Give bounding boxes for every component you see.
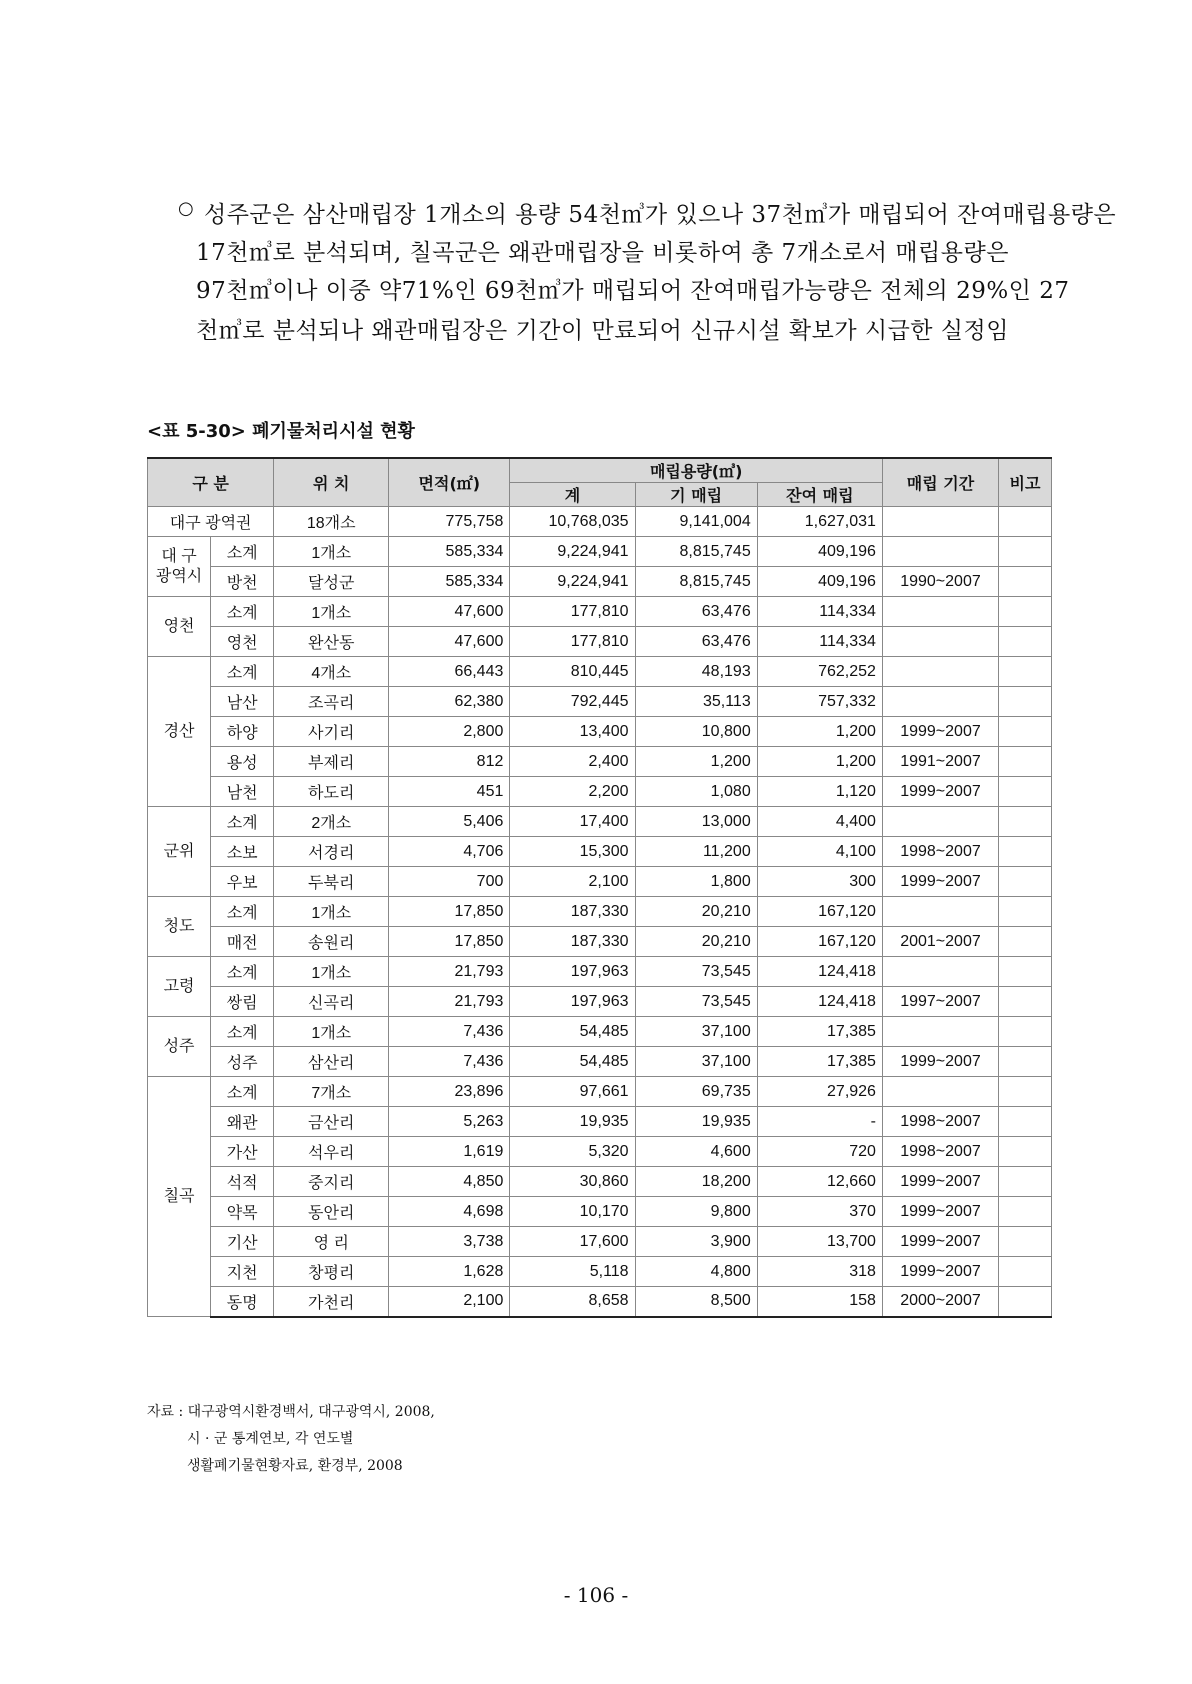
header-period: 매립 기간 xyxy=(882,458,998,507)
cell-period: 1999~2007 xyxy=(882,1257,998,1287)
cell-note xyxy=(999,807,1052,837)
cell-filled: 13,000 xyxy=(635,807,757,837)
cell-total: 187,330 xyxy=(510,897,635,927)
cell-subdivision: 소계 xyxy=(211,957,274,987)
cell-remaining: 4,400 xyxy=(757,807,882,837)
cell-total: 810,445 xyxy=(510,657,635,687)
cell-area: 7,436 xyxy=(389,1017,510,1047)
cell-remaining: 12,660 xyxy=(757,1167,882,1197)
cell-total: 30,860 xyxy=(510,1167,635,1197)
cell-area: 2,800 xyxy=(389,717,510,747)
cell-period: 1998~2007 xyxy=(882,837,998,867)
cell-subdivision: 매전 xyxy=(211,927,274,957)
cell-location: 7개소 xyxy=(274,1077,389,1107)
table-row xyxy=(148,687,1052,717)
cell-period xyxy=(882,687,998,717)
cell-period xyxy=(882,957,998,987)
table-caption: <표 5-30> 폐기물처리시설 현황 xyxy=(147,421,415,442)
cell-period xyxy=(882,897,998,927)
cell-location: 2개소 xyxy=(274,807,389,837)
cell-area: 66,443 xyxy=(389,657,510,687)
cell-period xyxy=(882,597,998,627)
cell-location: 1개소 xyxy=(274,897,389,927)
cell-location: 중지리 xyxy=(274,1167,389,1197)
cell-location: 1개소 xyxy=(274,597,389,627)
cell-filled: 73,545 xyxy=(635,987,757,1017)
cell-filled: 19,935 xyxy=(635,1107,757,1137)
cell-remaining: - xyxy=(757,1107,882,1137)
cell-total: 177,810 xyxy=(510,627,635,657)
cell-area: 7,436 xyxy=(389,1047,510,1077)
cell-remaining: 720 xyxy=(757,1137,882,1167)
cell-location: 송원리 xyxy=(274,927,389,957)
cell-location: 4개소 xyxy=(274,657,389,687)
cell-area: 21,793 xyxy=(389,987,510,1017)
cell-location: 가천리 xyxy=(274,1287,389,1317)
cell-remaining: 124,418 xyxy=(757,957,882,987)
cell-location: 조곡리 xyxy=(274,687,389,717)
header-division: 구 분 xyxy=(148,458,274,507)
cell-remaining: 13,700 xyxy=(757,1227,882,1257)
cell-location: 동안리 xyxy=(274,1197,389,1227)
cell-note xyxy=(999,1287,1052,1317)
cell-area: 47,600 xyxy=(389,597,510,627)
cell-note xyxy=(999,987,1052,1017)
paragraph-line: 성주군은 삼산매립장 1개소의 용량 54천㎥가 있으나 37천㎥가 매립되어 잔여매립용량은 xyxy=(204,202,1117,228)
table-row xyxy=(148,867,1052,897)
paragraph-line: 97천㎥이나 이중 약71%인 69천㎥가 매립되어 잔여매립가능량은 전체의 29%인 27 xyxy=(196,278,1070,304)
cell-remaining: 158 xyxy=(757,1287,882,1317)
cell-note xyxy=(999,867,1052,897)
cell-region: 대구 광역권 xyxy=(148,507,274,537)
cell-region: 군위 xyxy=(148,807,211,897)
cell-period: 1999~2007 xyxy=(882,777,998,807)
cell-subdivision: 왜관 xyxy=(211,1107,274,1137)
cell-subdivision: 소계 xyxy=(211,597,274,627)
cell-note xyxy=(999,777,1052,807)
table-row xyxy=(148,1107,1052,1137)
cell-filled: 8,500 xyxy=(635,1287,757,1317)
cell-area: 2,100 xyxy=(389,1287,510,1317)
cell-period xyxy=(882,627,998,657)
cell-remaining: 167,120 xyxy=(757,897,882,927)
cell-filled: 63,476 xyxy=(635,627,757,657)
header-location: 위 치 xyxy=(274,458,389,507)
cell-total: 5,320 xyxy=(510,1137,635,1167)
cell-remaining: 1,200 xyxy=(757,747,882,777)
cell-note xyxy=(999,1167,1052,1197)
cell-filled: 1,200 xyxy=(635,747,757,777)
cell-area: 700 xyxy=(389,867,510,897)
cell-subdivision: 가산 xyxy=(211,1137,274,1167)
cell-area: 1,628 xyxy=(389,1257,510,1287)
cell-subdivision: 성주 xyxy=(211,1047,274,1077)
cell-filled: 3,900 xyxy=(635,1227,757,1257)
cell-area: 47,600 xyxy=(389,627,510,657)
cell-region: 성주 xyxy=(148,1017,211,1077)
cell-area: 775,758 xyxy=(389,507,510,537)
cell-subdivision: 소계 xyxy=(211,897,274,927)
table-row xyxy=(148,1167,1052,1197)
cell-remaining: 1,120 xyxy=(757,777,882,807)
cell-note xyxy=(999,897,1052,927)
cell-period xyxy=(882,807,998,837)
cell-remaining: 300 xyxy=(757,867,882,897)
cell-subdivision: 소보 xyxy=(211,837,274,867)
cell-total: 17,600 xyxy=(510,1227,635,1257)
table-row xyxy=(148,837,1052,867)
cell-location: 완산동 xyxy=(274,627,389,657)
table-row xyxy=(148,1197,1052,1227)
cell-remaining: 318 xyxy=(757,1257,882,1287)
cell-remaining: 124,418 xyxy=(757,987,882,1017)
header-total: 계 xyxy=(510,483,635,507)
cell-note xyxy=(999,1257,1052,1287)
header-remaining: 잔여 매립 xyxy=(757,483,882,507)
cell-period: 1999~2007 xyxy=(882,717,998,747)
cell-total: 2,100 xyxy=(510,867,635,897)
cell-region: 경산 xyxy=(148,657,211,807)
cell-location: 창평리 xyxy=(274,1257,389,1287)
source-line: 시 · 군 통계연보, 각 연도별 xyxy=(187,1431,354,1447)
cell-subdivision: 소계 xyxy=(211,537,274,567)
cell-subdivision: 남천 xyxy=(211,777,274,807)
cell-total: 97,661 xyxy=(510,1077,635,1107)
cell-total: 197,963 xyxy=(510,957,635,987)
cell-area: 17,850 xyxy=(389,897,510,927)
cell-filled: 9,141,004 xyxy=(635,507,757,537)
cell-location: 삼산리 xyxy=(274,1047,389,1077)
source-line: 생활폐기물현황자료, 환경부, 2008 xyxy=(187,1458,403,1474)
cell-remaining: 167,120 xyxy=(757,927,882,957)
cell-note xyxy=(999,567,1052,597)
table-row xyxy=(148,537,1052,567)
table-row xyxy=(148,957,1052,987)
cell-note xyxy=(999,957,1052,987)
cell-filled: 1,080 xyxy=(635,777,757,807)
table-row xyxy=(148,807,1052,837)
bullet-mark: ○ xyxy=(178,198,194,219)
cell-area: 23,896 xyxy=(389,1077,510,1107)
header-filled: 기 매립 xyxy=(635,483,757,507)
cell-total: 15,300 xyxy=(510,837,635,867)
cell-period: 1997~2007 xyxy=(882,987,998,1017)
cell-location: 신곡리 xyxy=(274,987,389,1017)
table-row xyxy=(148,657,1052,687)
cell-location: 영 리 xyxy=(274,1227,389,1257)
cell-period: 1991~2007 xyxy=(882,747,998,777)
cell-location: 1개소 xyxy=(274,537,389,567)
cell-period: 1999~2007 xyxy=(882,867,998,897)
cell-remaining: 4,100 xyxy=(757,837,882,867)
cell-total: 2,200 xyxy=(510,777,635,807)
cell-note xyxy=(999,747,1052,777)
cell-area: 17,850 xyxy=(389,927,510,957)
cell-filled: 18,200 xyxy=(635,1167,757,1197)
cell-note xyxy=(999,837,1052,867)
table-row xyxy=(148,927,1052,957)
cell-subdivision: 석적 xyxy=(211,1167,274,1197)
cell-subdivision: 소계 xyxy=(211,657,274,687)
table-row xyxy=(148,1017,1052,1047)
cell-subdivision: 우보 xyxy=(211,867,274,897)
cell-filled: 10,800 xyxy=(635,717,757,747)
cell-remaining: 114,334 xyxy=(757,597,882,627)
cell-total: 8,658 xyxy=(510,1287,635,1317)
cell-area: 1,619 xyxy=(389,1137,510,1167)
table-row xyxy=(148,897,1052,927)
cell-area: 4,698 xyxy=(389,1197,510,1227)
cell-filled: 48,193 xyxy=(635,657,757,687)
header-capacity: 매립용량(㎥) xyxy=(510,458,883,483)
cell-period: 2001~2007 xyxy=(882,927,998,957)
cell-region: 칠곡 xyxy=(148,1077,211,1317)
cell-period: 1990~2007 xyxy=(882,567,998,597)
table-row xyxy=(148,597,1052,627)
cell-period: 1999~2007 xyxy=(882,1197,998,1227)
cell-total: 2,400 xyxy=(510,747,635,777)
cell-total: 19,935 xyxy=(510,1107,635,1137)
cell-subdivision: 남산 xyxy=(211,687,274,717)
cell-region: 영천 xyxy=(148,597,211,657)
table-row xyxy=(148,627,1052,657)
cell-filled: 73,545 xyxy=(635,957,757,987)
cell-remaining: 370 xyxy=(757,1197,882,1227)
cell-area: 21,793 xyxy=(389,957,510,987)
cell-filled: 1,800 xyxy=(635,867,757,897)
table-row xyxy=(148,1227,1052,1257)
cell-total: 5,118 xyxy=(510,1257,635,1287)
cell-area: 4,850 xyxy=(389,1167,510,1197)
cell-note xyxy=(999,1107,1052,1137)
cell-total: 792,445 xyxy=(510,687,635,717)
cell-area: 585,334 xyxy=(389,537,510,567)
cell-area: 4,706 xyxy=(389,837,510,867)
cell-area: 451 xyxy=(389,777,510,807)
cell-location: 서경리 xyxy=(274,837,389,867)
cell-total: 13,400 xyxy=(510,717,635,747)
cell-location: 달성군 xyxy=(274,567,389,597)
cell-note xyxy=(999,597,1052,627)
cell-total: 54,485 xyxy=(510,1047,635,1077)
cell-filled: 4,800 xyxy=(635,1257,757,1287)
cell-location: 두북리 xyxy=(274,867,389,897)
cell-note xyxy=(999,657,1052,687)
cell-filled: 69,735 xyxy=(635,1077,757,1107)
cell-period xyxy=(882,507,998,537)
cell-period: 1999~2007 xyxy=(882,1167,998,1197)
cell-subdivision: 하양 xyxy=(211,717,274,747)
cell-area: 3,738 xyxy=(389,1227,510,1257)
table-row xyxy=(148,1257,1052,1287)
cell-note xyxy=(999,1047,1052,1077)
table-row xyxy=(148,987,1052,1017)
cell-location: 1개소 xyxy=(274,957,389,987)
cell-period xyxy=(882,1017,998,1047)
cell-total: 187,330 xyxy=(510,927,635,957)
cell-area: 62,380 xyxy=(389,687,510,717)
cell-filled: 37,100 xyxy=(635,1017,757,1047)
cell-area: 812 xyxy=(389,747,510,777)
table-row xyxy=(148,1287,1052,1317)
cell-subdivision: 쌍림 xyxy=(211,987,274,1017)
page-number: - 106 - xyxy=(563,1583,629,1607)
cell-area: 5,263 xyxy=(389,1107,510,1137)
cell-remaining: 27,926 xyxy=(757,1077,882,1107)
cell-subdivision: 지천 xyxy=(211,1257,274,1287)
cell-total: 17,400 xyxy=(510,807,635,837)
cell-remaining: 17,385 xyxy=(757,1047,882,1077)
cell-period xyxy=(882,537,998,567)
cell-note xyxy=(999,537,1052,567)
cell-region: 대 구 광역시 xyxy=(148,537,211,597)
cell-location: 18개소 xyxy=(274,507,389,537)
cell-note xyxy=(999,507,1052,537)
cell-remaining: 1,627,031 xyxy=(757,507,882,537)
cell-subdivision: 소계 xyxy=(211,807,274,837)
waste-facility-table xyxy=(147,457,1052,1318)
cell-period: 1998~2007 xyxy=(882,1107,998,1137)
cell-period: 1999~2007 xyxy=(882,1047,998,1077)
cell-subdivision: 동명 xyxy=(211,1287,274,1317)
cell-filled: 37,100 xyxy=(635,1047,757,1077)
cell-location: 사기리 xyxy=(274,717,389,747)
cell-subdivision: 소계 xyxy=(211,1017,274,1047)
table-row xyxy=(148,1137,1052,1167)
cell-filled: 63,476 xyxy=(635,597,757,627)
source-line: 자료 : 대구광역시환경백서, 대구광역시, 2008, xyxy=(147,1404,435,1420)
cell-note xyxy=(999,1017,1052,1047)
cell-filled: 20,210 xyxy=(635,927,757,957)
cell-remaining: 409,196 xyxy=(757,567,882,597)
table-row xyxy=(148,567,1052,597)
cell-note xyxy=(999,1077,1052,1107)
cell-total: 10,170 xyxy=(510,1197,635,1227)
cell-total: 9,224,941 xyxy=(510,537,635,567)
cell-remaining: 114,334 xyxy=(757,627,882,657)
cell-note xyxy=(999,627,1052,657)
source-note xyxy=(147,1399,435,1480)
table-row xyxy=(148,507,1052,537)
cell-remaining: 1,200 xyxy=(757,717,882,747)
cell-location: 하도리 xyxy=(274,777,389,807)
paragraph-line: 천㎥로 분석되나 왜관매립장은 기간이 만료되어 신규시설 확보가 시급한 실정임 xyxy=(196,318,1009,344)
cell-filled: 35,113 xyxy=(635,687,757,717)
cell-location: 1개소 xyxy=(274,1017,389,1047)
cell-location: 석우리 xyxy=(274,1137,389,1167)
cell-region: 청도 xyxy=(148,897,211,957)
cell-subdivision: 기산 xyxy=(211,1227,274,1257)
paragraph-line: 17천㎥로 분석되며, 칠곡군은 왜관매립장을 비롯하여 총 7개소로서 매립용량은 xyxy=(196,240,1009,266)
cell-note xyxy=(999,927,1052,957)
cell-area: 585,334 xyxy=(389,567,510,597)
cell-note xyxy=(999,1137,1052,1167)
table-row xyxy=(148,717,1052,747)
cell-total: 197,963 xyxy=(510,987,635,1017)
header-area: 면적(㎡) xyxy=(389,458,510,507)
cell-subdivision: 방천 xyxy=(211,567,274,597)
cell-remaining: 17,385 xyxy=(757,1017,882,1047)
cell-period: 2000~2007 xyxy=(882,1287,998,1317)
cell-subdivision: 약목 xyxy=(211,1197,274,1227)
cell-region: 고령 xyxy=(148,957,211,1017)
cell-total: 177,810 xyxy=(510,597,635,627)
cell-note xyxy=(999,1227,1052,1257)
table-row xyxy=(148,1077,1052,1107)
cell-period: 1999~2007 xyxy=(882,1227,998,1257)
cell-remaining: 757,332 xyxy=(757,687,882,717)
cell-subdivision: 용성 xyxy=(211,747,274,777)
cell-note xyxy=(999,717,1052,747)
cell-period: 1998~2007 xyxy=(882,1137,998,1167)
table-row xyxy=(148,777,1052,807)
cell-total: 54,485 xyxy=(510,1017,635,1047)
cell-location: 부제리 xyxy=(274,747,389,777)
cell-filled: 20,210 xyxy=(635,897,757,927)
cell-filled: 8,815,745 xyxy=(635,567,757,597)
table-row xyxy=(148,747,1052,777)
cell-total: 9,224,941 xyxy=(510,567,635,597)
cell-filled: 11,200 xyxy=(635,837,757,867)
cell-total: 10,768,035 xyxy=(510,507,635,537)
cell-note xyxy=(999,1197,1052,1227)
cell-filled: 4,600 xyxy=(635,1137,757,1167)
cell-period xyxy=(882,1077,998,1107)
header-note: 비고 xyxy=(999,458,1052,507)
cell-filled: 8,815,745 xyxy=(635,537,757,567)
cell-filled: 9,800 xyxy=(635,1197,757,1227)
cell-remaining: 762,252 xyxy=(757,657,882,687)
cell-subdivision: 소계 xyxy=(211,1077,274,1107)
cell-area: 5,406 xyxy=(389,807,510,837)
cell-location: 금산리 xyxy=(274,1107,389,1137)
cell-period xyxy=(882,657,998,687)
cell-remaining: 409,196 xyxy=(757,537,882,567)
cell-note xyxy=(999,687,1052,717)
table-row xyxy=(148,1047,1052,1077)
cell-subdivision: 영천 xyxy=(211,627,274,657)
